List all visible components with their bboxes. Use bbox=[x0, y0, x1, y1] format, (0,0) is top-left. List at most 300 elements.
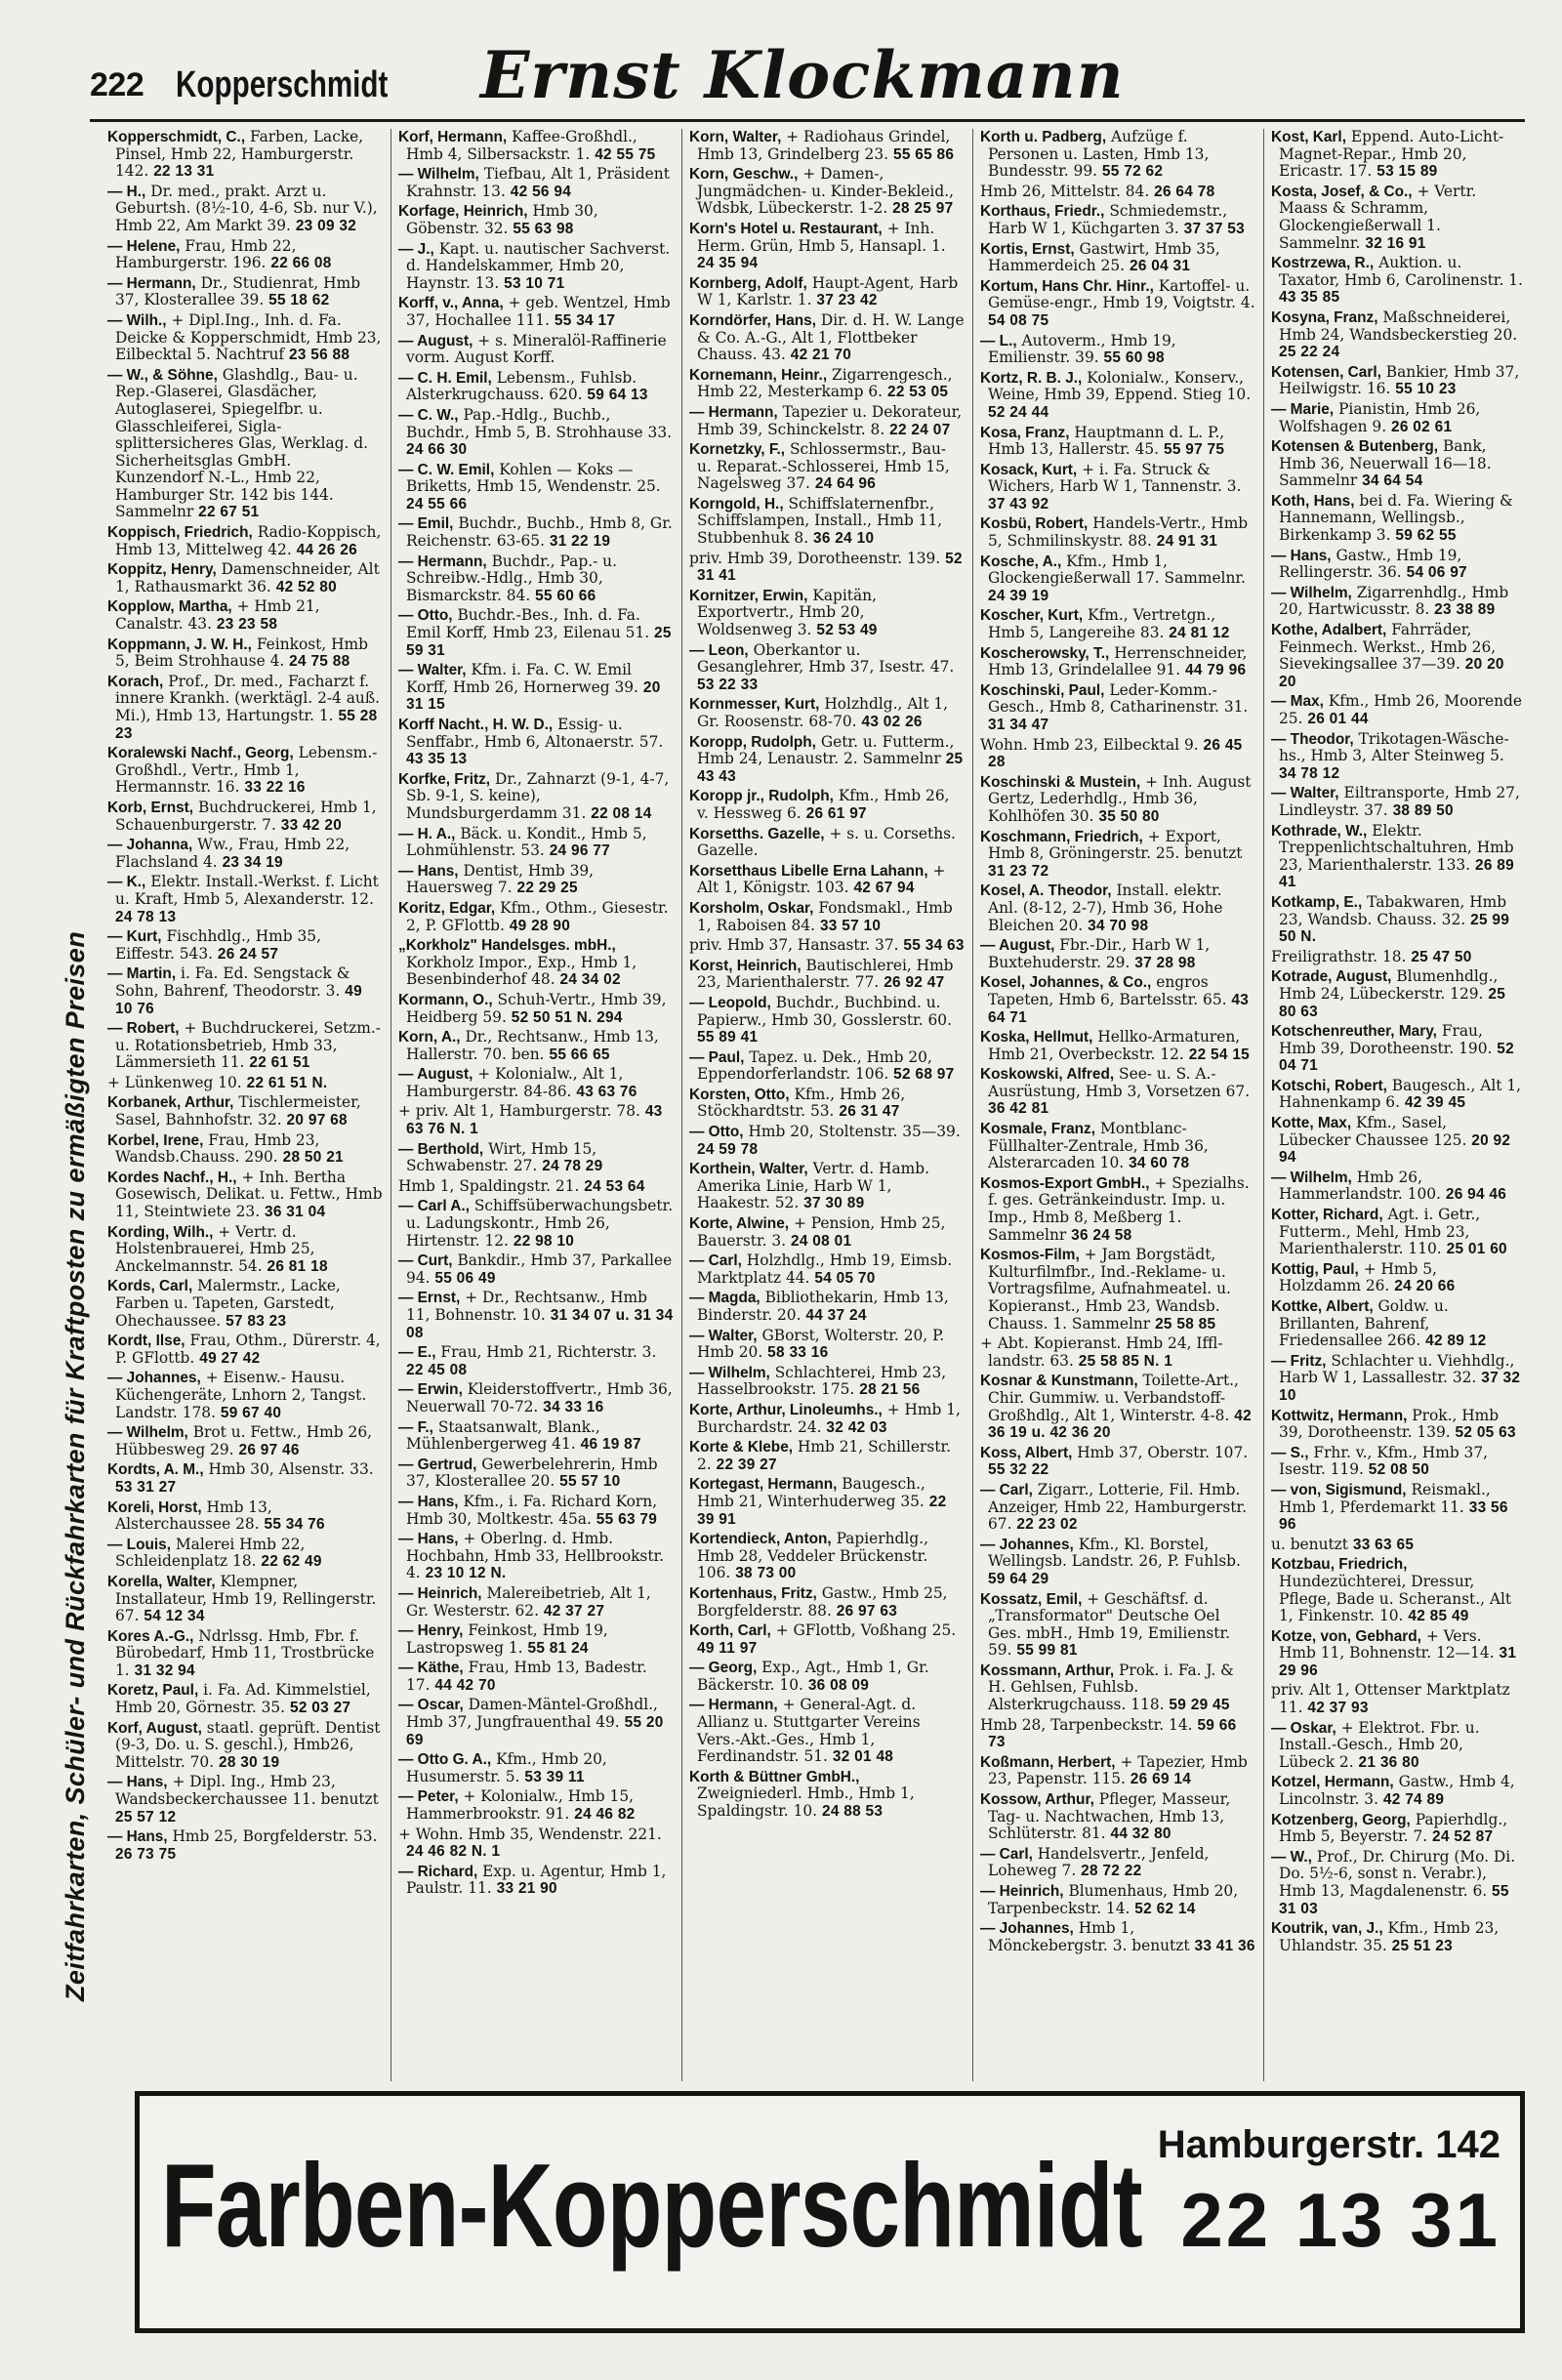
entry-phone: 28 21 56 bbox=[859, 1381, 921, 1399]
entry-name: Kortum, Hans Chr. Hinr., bbox=[980, 277, 1154, 295]
entry-details: Kfm., Hmb 20, Husumerstr. 5. bbox=[406, 1750, 607, 1785]
entry-phone: 55 34 76 bbox=[264, 1516, 325, 1534]
directory-entry bbox=[107, 1828, 383, 1863]
directory-column-3 bbox=[689, 129, 965, 2081]
entry-phone: 36 08 09 bbox=[807, 1676, 870, 1694]
entry-phone: 20 92 94 bbox=[1279, 1131, 1511, 1167]
entry-details: staatl. geprüft. Dentist (9-3, Do. u. S. geschl.), Hmb26, Mittelstr. 70. bbox=[115, 1718, 381, 1771]
directory-entry bbox=[1271, 1482, 1523, 1534]
entry-phone: 43 35 13 bbox=[406, 751, 468, 768]
entry-phone: 46 19 87 bbox=[580, 1436, 641, 1454]
entry-name: — Wilhelm, bbox=[107, 1424, 188, 1442]
entry-name: Korte, Alwine, bbox=[689, 1215, 790, 1233]
entry-name: Kosbü, Robert, bbox=[980, 515, 1089, 533]
entry-details: Gastw., Hmb 19, Rellingerstr. 36. bbox=[1279, 546, 1462, 582]
entry-name: Kossatz, Emil, bbox=[980, 1590, 1083, 1608]
directory-entry bbox=[398, 1141, 674, 1175]
column-rule bbox=[1263, 129, 1264, 2081]
entry-phone: 52 68 97 bbox=[893, 1066, 955, 1084]
entry-phone: 34 70 98 bbox=[1088, 917, 1149, 934]
entry-name: Kotensen, Carl, bbox=[1271, 363, 1381, 381]
entry-phone: 23 23 58 bbox=[216, 616, 278, 634]
entry-phone: 44 37 24 bbox=[805, 1307, 867, 1324]
directory-entry bbox=[107, 1278, 383, 1330]
entry-name: — Johannes, bbox=[107, 1370, 201, 1387]
entry-details: Hmb 1, Mönckebergstr. 3. benutzt bbox=[988, 1919, 1190, 1954]
entry-phone: 22 67 51 bbox=[198, 504, 260, 521]
advertiser-name: Farben-Kopperschmidt bbox=[161, 2139, 1142, 2272]
entry-details: bei d. Fa. Wiering & Hannemann, Wellingsb., Birkenkamp 3. bbox=[1279, 491, 1513, 545]
directory-entry bbox=[689, 496, 965, 548]
entry-name: — Johanna, bbox=[107, 837, 193, 854]
directory-entry bbox=[1271, 548, 1523, 582]
directory-entry bbox=[980, 1791, 1255, 1843]
entry-details: Schiffslaternenfbr., Schiffslampen, Install., Hmb 11, Stubbenhuk 8. bbox=[697, 494, 943, 548]
entry-name: Kornmesser, Kurt, bbox=[689, 696, 820, 714]
entry-phone: 52 24 44 bbox=[988, 403, 1049, 421]
entry-name: Korte, Arthur, Linoleumhs., bbox=[689, 1401, 883, 1418]
entry-phone: 53 31 27 bbox=[115, 1478, 177, 1496]
entry-name: Kosmale, Franz, bbox=[980, 1121, 1096, 1138]
entry-phone: 42 67 94 bbox=[853, 880, 915, 897]
entry-phone: 55 66 65 bbox=[549, 1046, 610, 1063]
entry-name: — August, bbox=[980, 937, 1055, 955]
entry-phone: 22 61 51 bbox=[249, 1054, 310, 1072]
entry-details: Tiefbau, Alt 1, Präsident Krahnstr. 13. bbox=[406, 165, 670, 200]
directory-entry bbox=[1271, 1556, 1523, 1624]
entry-phone: 24 81 12 bbox=[1169, 625, 1230, 642]
directory-entry bbox=[1271, 622, 1523, 690]
entry-details: Kfm. i. Fa. C. W. Emil Korff, Hmb 26, Hornerweg 39. bbox=[406, 661, 638, 696]
entry-phone: 26 45 28 bbox=[988, 736, 1243, 771]
entry-details: Kfm., Hmb 26, Moorende 25. bbox=[1279, 692, 1523, 727]
directory-entry bbox=[1271, 1408, 1523, 1442]
entry-name: Korth, Carl, bbox=[689, 1622, 771, 1640]
entry-phone: 22 45 08 bbox=[406, 1361, 468, 1378]
directory-entry bbox=[689, 642, 965, 694]
entry-name: — Johannes, bbox=[980, 1536, 1074, 1553]
entry-name: Koskowski, Alfred, bbox=[980, 1066, 1115, 1084]
entry-phone: 23 10 12 N. bbox=[425, 1565, 507, 1582]
entry-phone: 49 28 90 bbox=[509, 917, 571, 934]
entry-name: — Wilhelm, bbox=[1271, 584, 1352, 601]
directory-entry bbox=[689, 1439, 965, 1473]
entry-phone: 42 37 27 bbox=[543, 1602, 605, 1620]
directory-entry bbox=[980, 974, 1255, 1026]
entry-name: — Johannes, bbox=[980, 1920, 1074, 1938]
entry-name: — Wilhelm, bbox=[689, 1364, 770, 1381]
entry-phone: 55 32 22 bbox=[988, 1461, 1049, 1479]
entry-details: Essig- u. Senffabr., Hmb 6, Altonaerstr. 57. bbox=[406, 716, 664, 751]
entry-details: Toilette-Art., Chir. Gummiw. u. Verbandstoff-Großhdlg., Alt 1, Winterstr. 4-8. bbox=[988, 1372, 1239, 1424]
directory-entry bbox=[1271, 309, 1523, 361]
entry-name: — Magda, bbox=[689, 1290, 760, 1307]
directory-entry bbox=[398, 333, 674, 367]
entry-details: + Vertr. Maass & Schramm, Glockengießerwall 1. Sammelnr. bbox=[1279, 182, 1477, 252]
entry-phone: 26 92 47 bbox=[884, 974, 945, 992]
directory-entry bbox=[107, 636, 383, 671]
entry-name: Korn, Geschw., bbox=[689, 166, 799, 184]
entry-phone: 22 98 10 bbox=[513, 1232, 575, 1250]
directory-entry bbox=[689, 1769, 965, 1821]
entry-details: Hmb 20, Stoltenstr. 35—39. bbox=[748, 1123, 961, 1141]
entry-phone: 24 39 19 bbox=[988, 587, 1049, 604]
entry-phone: 52 50 51 N. 294 bbox=[511, 1008, 623, 1026]
entry-name: — Marie, bbox=[1271, 400, 1335, 418]
directory-entry bbox=[1271, 1298, 1523, 1350]
entry-details: Reismakl., Hmb 1, Pferdemarkt 11. bbox=[1279, 1480, 1491, 1516]
entry-details: + Inh. Bertha Gosewisch, Delikat. u. Fettw., Hmb 11, Steintwiete 23. bbox=[115, 1168, 383, 1221]
entry-phone: 24 96 77 bbox=[549, 842, 610, 860]
entry-details: Malermstr., Lacke, Farben u. Tapeten, Garstedt, Ohechaussee. bbox=[115, 1277, 341, 1330]
directory-entry bbox=[398, 1751, 674, 1785]
directory-entry bbox=[689, 1531, 965, 1582]
entry-details: Wohn. Hmb 23, Eilbecktal 9. bbox=[980, 735, 1199, 754]
entry-details: Schuh-Vertr., Hmb 39, Heidberg 59. bbox=[406, 990, 667, 1026]
entry-phone: 43 64 71 bbox=[988, 991, 1250, 1026]
entry-details: Bautischlerei, Hmb 23, Marienthalerstr. 77. bbox=[697, 956, 954, 992]
entry-phone: 59 64 29 bbox=[988, 1570, 1049, 1587]
entry-name: — Erwin, bbox=[398, 1381, 463, 1399]
directory-entry bbox=[980, 1537, 1255, 1588]
entry-phone: 24 59 78 bbox=[697, 1140, 759, 1158]
directory-entry bbox=[398, 515, 674, 550]
entry-name: Koska, Hellmut, bbox=[980, 1029, 1093, 1046]
entry-phone: 37 32 10 bbox=[1279, 1370, 1521, 1404]
entry-phone: 33 22 16 bbox=[244, 779, 306, 797]
entry-name: Kopplow, Martha, bbox=[107, 598, 232, 616]
directory-entry bbox=[1271, 255, 1523, 307]
directory-column-5 bbox=[1271, 129, 1523, 2081]
entry-name: — Paul, bbox=[689, 1048, 745, 1066]
entry-details: + Vertr. d. Holstenbrauerei, Hmb 25, Anckelmannstr. 54. bbox=[115, 1222, 315, 1275]
entry-phone: 42 55 75 bbox=[595, 145, 656, 163]
entry-phone: 24 75 88 bbox=[289, 653, 350, 671]
entry-name: Kosmos-Export GmbH., bbox=[980, 1174, 1150, 1192]
directory-entry bbox=[1271, 1849, 1523, 1917]
entry-name: — Hermann, bbox=[107, 274, 196, 292]
directory-entry bbox=[689, 1585, 965, 1620]
directory-entry bbox=[398, 1788, 674, 1823]
entry-name: Koschinski & Mustein, bbox=[980, 773, 1141, 791]
entry-name: — Hans, bbox=[1271, 547, 1332, 564]
entry-name: — Helene, bbox=[107, 237, 181, 255]
entry-phone: 59 66 73 bbox=[988, 1716, 1237, 1751]
entry-details: + Inh. August Gertz, Lederhdlg., Hmb 36, Kohlhöfen 30. bbox=[988, 772, 1252, 825]
entry-name: Korff, v., Anna, bbox=[398, 295, 504, 312]
directory-entry bbox=[1271, 493, 1523, 545]
entry-details: + Hmb 1, Burchardstr. 24. bbox=[697, 1400, 961, 1436]
entry-details: Kfm., Hmb 26, v. Hessweg 6. bbox=[697, 787, 950, 822]
entry-phone: 55 60 66 bbox=[535, 587, 596, 604]
entry-name: — Robert, bbox=[107, 1020, 180, 1038]
directory-entry bbox=[398, 1697, 674, 1748]
entry-name: Kosche, A., bbox=[980, 553, 1062, 570]
entry-details: Gastwirt, Hmb 35, Hammerdeich 25. bbox=[988, 239, 1220, 275]
directory-entry bbox=[689, 1087, 965, 1121]
directory-entry bbox=[689, 551, 965, 585]
directory-entry bbox=[398, 1494, 674, 1528]
entry-details: Hmb 13, Alsterchaussee 28. bbox=[115, 1498, 272, 1534]
entry-name: Koschinski, Paul, bbox=[980, 681, 1105, 699]
entry-phone: 24 64 96 bbox=[814, 475, 877, 493]
entry-details: Hmb 26, Mittelstr. 84. bbox=[980, 182, 1150, 200]
directory-entry bbox=[980, 1920, 1255, 1954]
entry-details: Fondsmakl., Hmb 1, Raboisen 84. bbox=[697, 898, 953, 934]
directory-entry bbox=[980, 184, 1255, 201]
entry-phone: 53 39 11 bbox=[524, 1768, 585, 1785]
directory-entry bbox=[107, 312, 383, 364]
entry-details: Kapt. u. nautischer Sachverst. d. Handelskammer, Hmb 20, Haynstr. 13. bbox=[406, 239, 671, 292]
entry-phone: 26 31 47 bbox=[839, 1103, 900, 1121]
directory-entry bbox=[107, 238, 383, 272]
entry-details: Haupt-Agent, Harb W 1, Karlstr. 1. bbox=[697, 273, 959, 309]
advertiser-phone: 22 13 31 bbox=[1180, 2177, 1500, 2263]
entry-name: Kossow, Arthur, bbox=[980, 1791, 1094, 1809]
entry-name: — J., bbox=[398, 240, 434, 258]
entry-details: Kfm., Othm., Giesestr. 2, P. GFlottb. bbox=[406, 898, 669, 934]
entry-name: Koropp jr., Rudolph, bbox=[689, 788, 834, 805]
directory-entry bbox=[1271, 949, 1523, 966]
directory-entry bbox=[107, 745, 383, 797]
entry-name: Kottwitz, Hermann, bbox=[1271, 1407, 1408, 1424]
entry-phone: 24 78 29 bbox=[542, 1158, 603, 1175]
directory-entry bbox=[107, 1075, 383, 1092]
entry-phone: 20 20 20 bbox=[1279, 656, 1504, 690]
entry-details: Bibliothekarin, Hmb 13, Binderstr. 20. bbox=[697, 1289, 949, 1324]
entry-phone: 22 39 91 bbox=[697, 1493, 947, 1528]
entry-phone: 54 06 97 bbox=[1406, 564, 1467, 582]
entry-phone: 31 34 47 bbox=[988, 717, 1049, 733]
directory-entry bbox=[107, 1424, 383, 1458]
directory-entry bbox=[1271, 1720, 1523, 1772]
entry-phone: 37 28 98 bbox=[1134, 954, 1196, 971]
entry-name: Koscherowsky, T., bbox=[980, 644, 1110, 662]
entry-name: — Otto, bbox=[398, 607, 453, 625]
entry-details: Zweigniederl. Hmb., Hmb 1, Spaldingstr. 10. bbox=[697, 1785, 915, 1821]
entry-details: Holzhdlg., Alt 1, Gr. Roosenstr. 68-70. bbox=[697, 695, 949, 730]
entry-phone: 52 62 14 bbox=[1134, 1900, 1196, 1917]
directory-entry bbox=[398, 1252, 674, 1287]
directory-entry bbox=[980, 882, 1255, 934]
entry-name: — Curt, bbox=[398, 1252, 453, 1270]
directory-entry bbox=[107, 561, 383, 595]
entry-phone: 36 31 04 bbox=[265, 1204, 326, 1221]
entry-name: Korsetthaus Libelle Erna Lahann, bbox=[689, 862, 928, 880]
header-rule bbox=[90, 119, 1525, 122]
entry-name: — Walter, bbox=[689, 1327, 758, 1344]
entry-details: Goldw. u. Brillanten, Bahrenf, Friedensallee 266. bbox=[1279, 1297, 1449, 1350]
entry-phone: 55 34 63 bbox=[903, 937, 965, 955]
directory-entry bbox=[689, 1660, 965, 1694]
directory-entry bbox=[689, 1215, 965, 1250]
directory-entry bbox=[107, 275, 383, 309]
entry-details: Kapitän, Exportvertr., Hmb 20, Woldsenweg 3. bbox=[697, 586, 877, 639]
entry-phone: 33 41 36 bbox=[1194, 1937, 1255, 1954]
directory-entry bbox=[1271, 401, 1523, 435]
directory-entry bbox=[1271, 894, 1523, 946]
entry-name: Kosa, Franz, bbox=[980, 424, 1070, 441]
entry-phone: 38 89 50 bbox=[1392, 801, 1454, 819]
directory-entry bbox=[107, 928, 383, 963]
entry-name: — Leopold, bbox=[689, 994, 771, 1011]
entry-name: Kosel, Johannes, & Co., bbox=[980, 974, 1152, 992]
column-rule bbox=[390, 129, 391, 2081]
entry-details: + Buchdruckerei, Setzm.- u. Rotationsbetrieb, Hmb 33, Lämmersieth 11. bbox=[115, 1019, 381, 1072]
entry-details: Montblanc-Füllhalter-Zentrale, Hmb 36, Alsterarcaden 10. bbox=[988, 1120, 1209, 1172]
entry-details: Agt. i. Getr., Futterm., Mehl, Hmb 23, Marienthalerstr. 110. bbox=[1279, 1206, 1481, 1258]
entry-phone: 22 61 51 N. bbox=[246, 1074, 328, 1091]
directory-entry bbox=[689, 1252, 965, 1287]
entry-phone: 52 31 41 bbox=[697, 550, 963, 585]
entry-details: Handels-Vertr., Hmb 5, Schmilinskystr. 88. bbox=[988, 514, 1249, 551]
entry-name: Korn, Walter, bbox=[689, 129, 782, 145]
entry-phone: 33 63 65 bbox=[1352, 1536, 1415, 1553]
directory-entry bbox=[689, 441, 965, 493]
directory-entry bbox=[1271, 1078, 1523, 1112]
directory-entry bbox=[980, 129, 1255, 181]
entry-details: Kfm., Hmb 23, Uhlandstr. 35. bbox=[1279, 1919, 1500, 1954]
entry-name: — Otto, bbox=[689, 1124, 744, 1141]
directory-entry bbox=[398, 129, 674, 163]
entry-name: Korf, August, bbox=[107, 1719, 202, 1737]
directory-entry bbox=[689, 1622, 965, 1657]
entry-details: Gastw., Hmb 4, Lincolnstr. 3. bbox=[1279, 1773, 1515, 1809]
entry-details: Hmb 28, Tarpenbeckstr. 14. bbox=[980, 1715, 1193, 1734]
entry-phone: 24 88 53 bbox=[821, 1803, 884, 1821]
directory-entry bbox=[1271, 1023, 1523, 1075]
entry-details: i. Fa. Ed. Sengstack & Sohn, Bahrenf, Theodorstr. 3. bbox=[115, 964, 350, 1000]
entry-phone: 24 66 30 bbox=[406, 441, 468, 459]
entry-phone: 42 39 45 bbox=[1404, 1094, 1466, 1112]
directory-entry bbox=[689, 958, 965, 992]
entry-phone: 37 37 53 bbox=[1183, 220, 1245, 237]
entry-phone: 22 23 02 bbox=[1016, 1516, 1078, 1534]
entry-details: + Tapezier, Hmb 23, Papenstr. 115. bbox=[988, 1752, 1248, 1788]
entry-phone: 25 01 60 bbox=[1446, 1241, 1507, 1258]
entry-details: + Eisenw.- Hausu. Küchengeräte, Lnhorn 2, Tangst. Landstr. 178. bbox=[115, 1369, 367, 1421]
entry-phone: 33 42 20 bbox=[280, 816, 343, 834]
entry-name: Koretz, Paul, bbox=[107, 1682, 199, 1700]
entry-details: Bäck. u. Kondit., Hmb 5, Lohmühlenstr. 53. bbox=[406, 824, 647, 860]
entry-phone: 44 42 70 bbox=[434, 1676, 496, 1694]
entry-name: — Berthold, bbox=[398, 1140, 484, 1158]
directory-entry bbox=[107, 800, 383, 834]
entry-phone: 55 65 86 bbox=[892, 145, 955, 163]
entry-phone: 36 24 10 bbox=[813, 530, 875, 548]
directory-entry bbox=[398, 607, 674, 659]
entry-name: Kost, Karl, bbox=[1271, 129, 1346, 145]
entry-name: — Oskar, bbox=[1271, 1719, 1336, 1737]
entry-phone: 34 33 16 bbox=[543, 1398, 604, 1416]
entry-details: Tischlermeister, Sasel, Bahnhofstr. 32. bbox=[115, 1093, 361, 1129]
entry-details: Frhr. v., Kfm., Hmb 37, Isestr. 119. bbox=[1279, 1443, 1489, 1479]
entry-name: Kording, Wilh., bbox=[107, 1223, 214, 1241]
directory-entry bbox=[980, 425, 1255, 459]
directory-entry bbox=[980, 1373, 1255, 1441]
entry-phone: 59 67 40 bbox=[220, 1404, 282, 1421]
entry-phone: 57 83 23 bbox=[226, 1312, 287, 1330]
entry-phone: 55 72 62 bbox=[1101, 163, 1164, 181]
entry-details: Lebensm., Fuhlsb. Alsterkrugchauss. 620. bbox=[406, 368, 637, 404]
entry-name: Korndörfer, Hans, bbox=[689, 311, 816, 329]
entry-details: + Dipl.Ing., Inh. d. Fa. Deicke & Kopperschmidt, Hmb 23, Eilbecktal 5. Nachtruf bbox=[115, 310, 382, 364]
entry-name: Koppmann, J. W. H., bbox=[107, 636, 252, 653]
entry-name: Kordes Nachf., H., bbox=[107, 1169, 237, 1186]
entry-phone: 24 46 82 bbox=[574, 1806, 636, 1824]
entry-name: — Gertrud, bbox=[398, 1456, 477, 1473]
entry-phone: 33 21 90 bbox=[496, 1880, 557, 1898]
entry-details: Farben, Lacke, Pinsel, Hmb 22, Hamburgerstr. 142. bbox=[115, 129, 364, 181]
entry-name: Korth u. Padberg, bbox=[980, 129, 1107, 145]
entry-details: Kfm., i. Fa. Richard Korn, Hmb 30, Moltkestr. 45a. bbox=[406, 1492, 658, 1528]
entry-name: Korsten, Otto, bbox=[689, 1086, 790, 1103]
entry-name: Kossmann, Arthur, bbox=[980, 1662, 1115, 1679]
entry-name: Koritz, Edgar, bbox=[398, 899, 496, 917]
entry-name: Kosta, Josef, & Co., bbox=[1271, 183, 1413, 200]
directory-entry bbox=[689, 1697, 965, 1765]
entry-details: Zigarrenhdlg., Hmb 20, Hartwicusstr. 8. bbox=[1279, 583, 1509, 619]
directory-entry bbox=[980, 737, 1255, 771]
entry-details: Feinkost, Hmb 5, Beim Strohhause 4. bbox=[115, 635, 368, 671]
entry-phone: 44 26 26 bbox=[296, 541, 357, 558]
entry-phone: 54 05 70 bbox=[814, 1269, 876, 1287]
entry-phone: 55 63 98 bbox=[513, 220, 574, 237]
entry-name: — Theodor, bbox=[1271, 730, 1354, 748]
entry-name: Korngold, H., bbox=[689, 495, 784, 513]
entry-details: Exp. u. Agentur, Hmb 1, Paulstr. 11. bbox=[406, 1862, 667, 1898]
directory-column-4 bbox=[980, 129, 1255, 2081]
entry-phone: 52 05 63 bbox=[1455, 1424, 1516, 1442]
entry-name: — Wilhelm, bbox=[1271, 1169, 1352, 1186]
entry-details: Glashdlg., Bau- u. Rep.-Glaserei, Glasdächer, Autoglaserei, Spiegelfbr. u. Glasschleiferei, Sigla-splittersicheres Glas, Werklag. d. Sicherheitsglas GmbH. Kunzendorf N.-L., Hmb 22, Hamburger Str. 142 bis 144. Sammelnr bbox=[115, 365, 369, 521]
entry-details: + geb. Wentzel, Hmb 37, Hochallee 111. bbox=[406, 294, 671, 329]
entry-phone: 37 23 42 bbox=[816, 292, 878, 309]
entry-name: Korn's Hotel u. Restaurant, bbox=[689, 220, 883, 237]
entry-phone: 42 52 80 bbox=[275, 578, 338, 595]
entry-name: Kotrade, August, bbox=[1271, 968, 1392, 986]
entry-details: Getr. u. Futterm., Hmb 24, Lenaustr. 2. Sammelnr bbox=[697, 732, 955, 768]
entry-name: Koschmann, Friedrich, bbox=[980, 828, 1143, 845]
entry-name: Kotschi, Robert, bbox=[1271, 1077, 1387, 1094]
entry-details: + priv. Alt 1, Hamburgerstr. 78. bbox=[398, 1102, 640, 1121]
entry-name: — August, bbox=[398, 332, 473, 349]
directory-entry bbox=[980, 1175, 1255, 1244]
entry-name: Koropp, Rudolph, bbox=[689, 733, 816, 751]
entry-name: Korsholm, Oskar, bbox=[689, 899, 814, 917]
directory-entry bbox=[689, 1365, 965, 1399]
entry-details: Frau, Hmb 23, Wandsb.Chauss. 290. bbox=[115, 1130, 320, 1167]
entry-details: Wirt, Hmb 15, Schwabenstr. 27. bbox=[406, 1139, 597, 1175]
entry-details: + i. Fa. Struck & Wichers, Harb W 1, Tannenstr. 3. bbox=[988, 460, 1242, 496]
entry-name: — Heinrich, bbox=[398, 1584, 482, 1602]
entry-name: — Henry, bbox=[398, 1622, 464, 1640]
entry-details: Aufzüge f. Personen u. Lasten, Hmb 13, Bundesstr. 99. bbox=[988, 129, 1210, 181]
entry-phone: 24 46 82 N. 1 bbox=[406, 1843, 501, 1861]
directory-entry bbox=[689, 1328, 965, 1362]
entry-phone: 43 63 76 bbox=[576, 1083, 637, 1100]
directory-entry bbox=[1271, 438, 1523, 490]
directory-entry bbox=[689, 937, 965, 955]
entry-phone: 22 54 15 bbox=[1188, 1046, 1251, 1063]
directory-entry bbox=[398, 554, 674, 605]
entry-details: Handelsvertr., Jenfeld, Loheweg 7. bbox=[988, 1844, 1210, 1880]
entry-name: Korfke, Fritz, bbox=[398, 770, 491, 788]
entry-name: Kopperschmidt, C., bbox=[107, 129, 246, 145]
directory-entry bbox=[1271, 1682, 1523, 1716]
entry-phone: 24 55 66 bbox=[406, 495, 468, 513]
directory-entry bbox=[107, 1499, 383, 1534]
